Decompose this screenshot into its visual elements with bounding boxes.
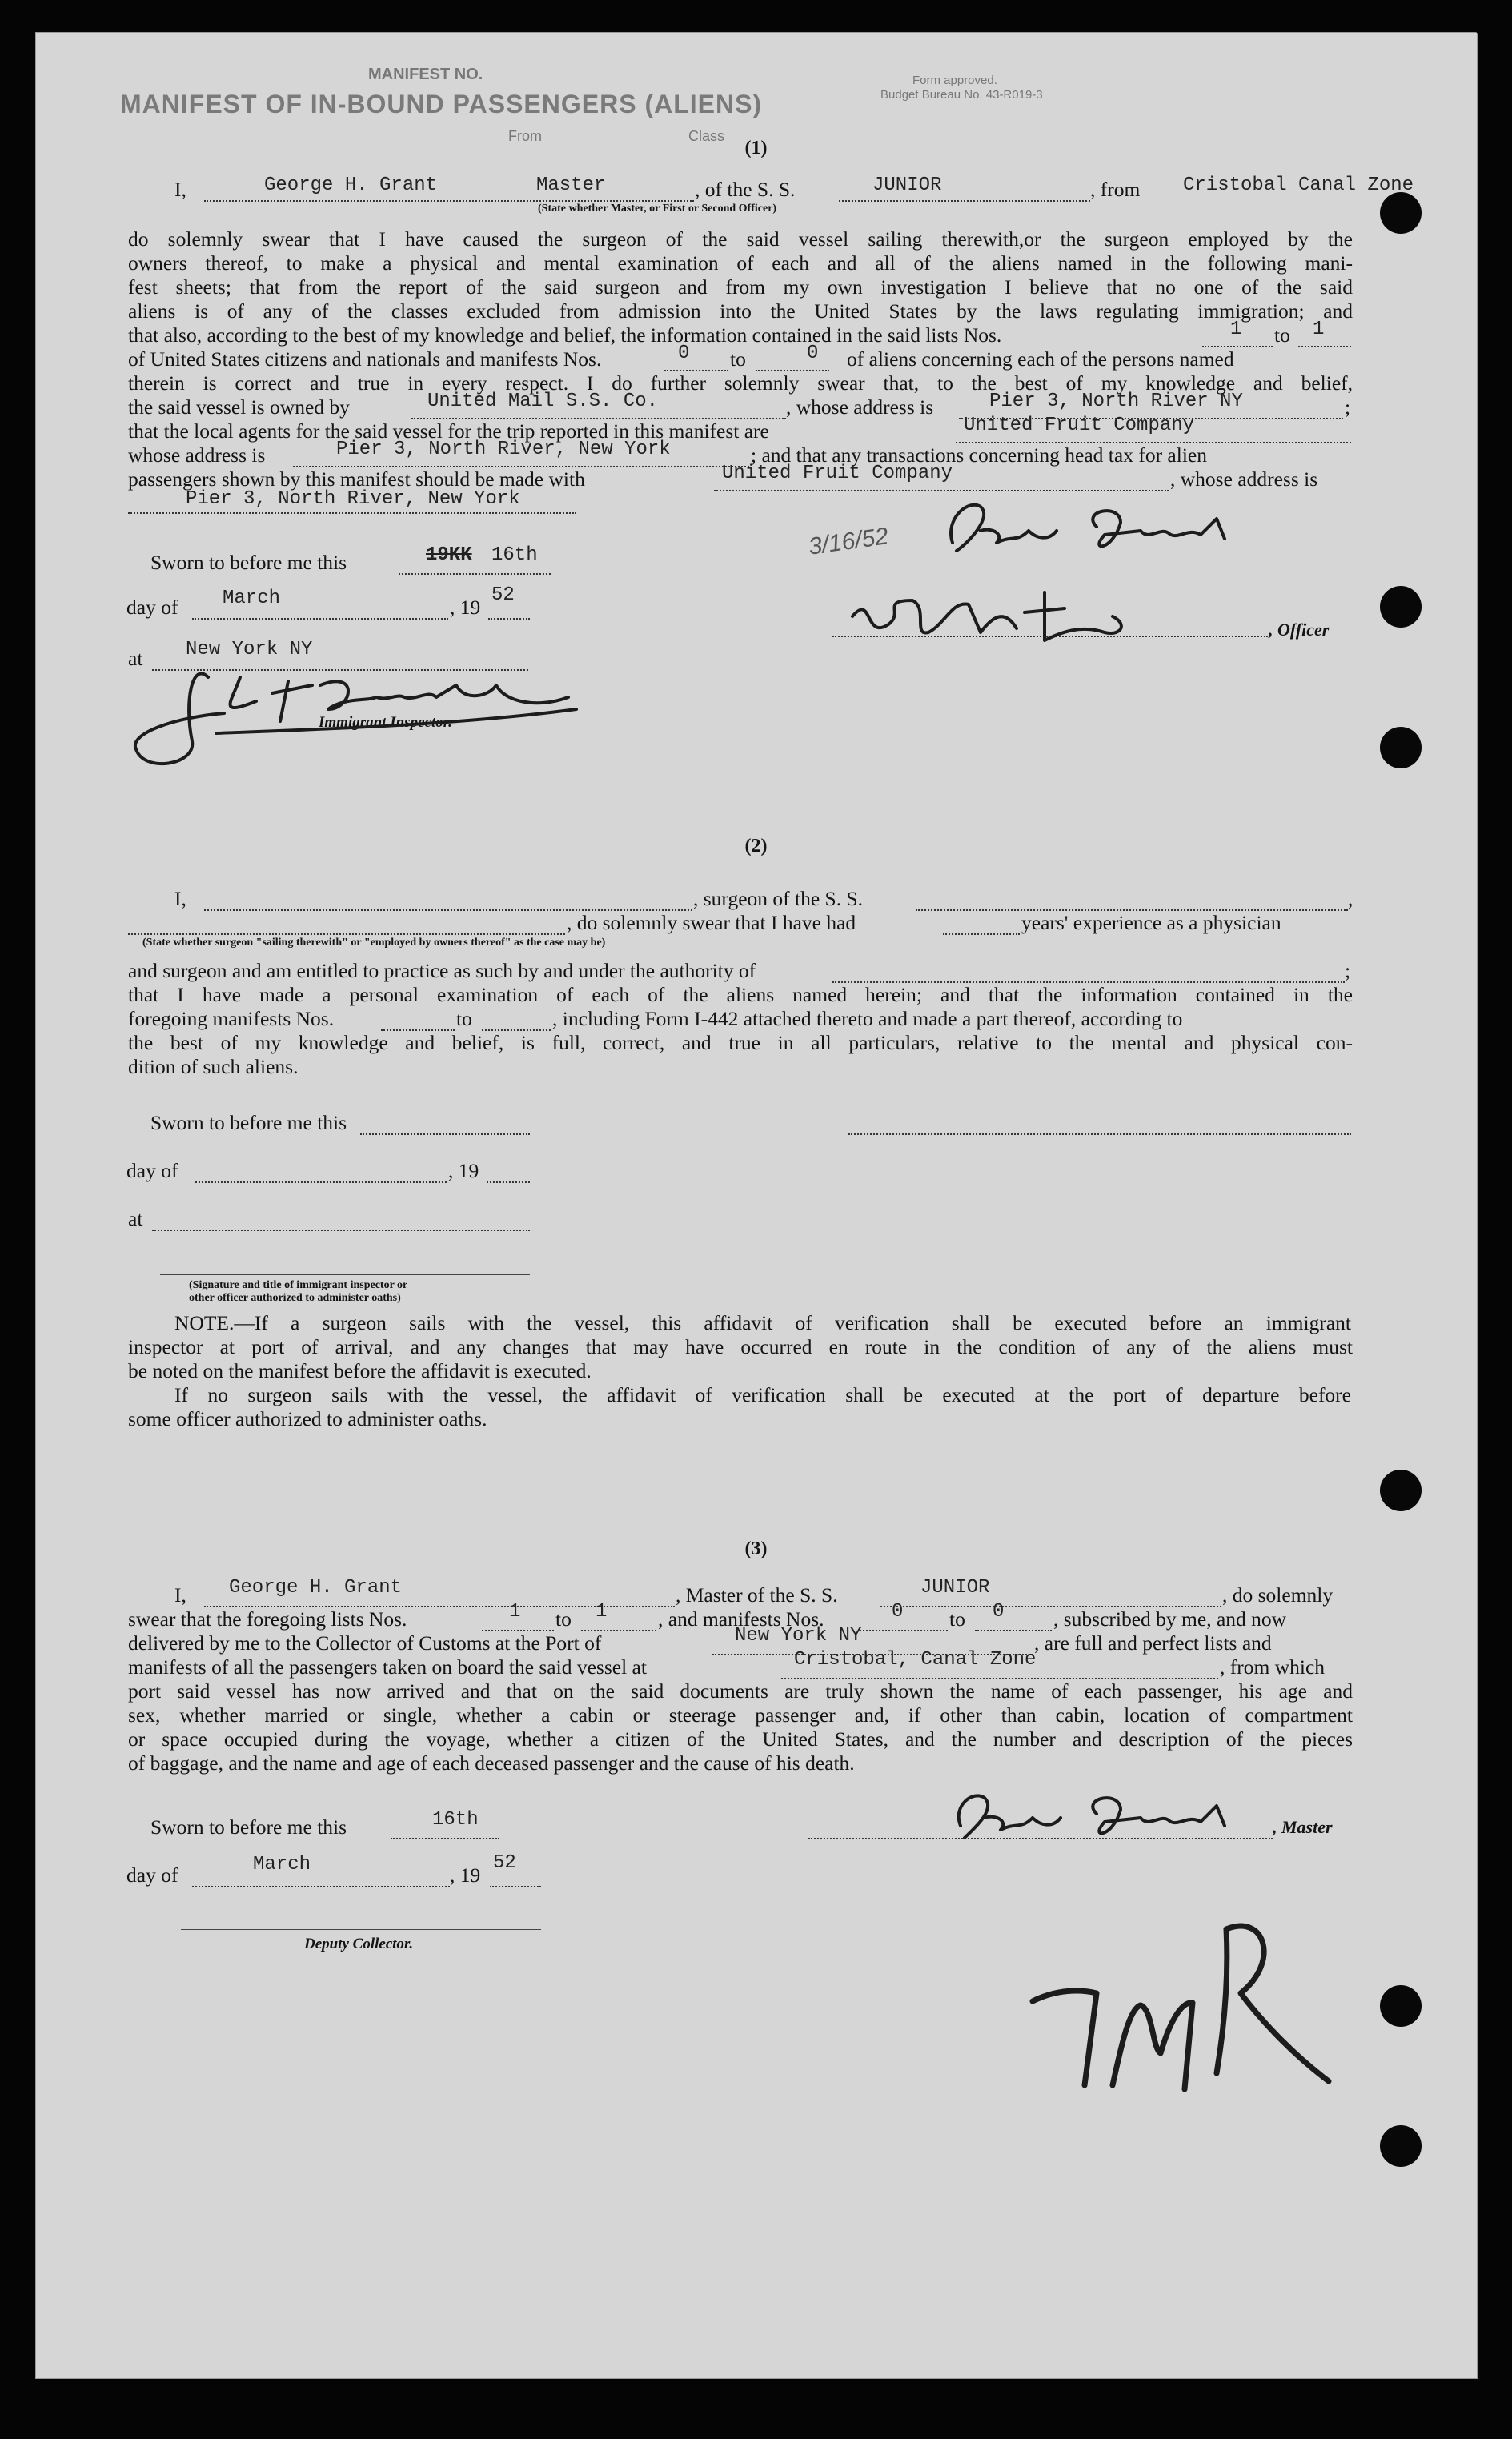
- manifests-from-field: 0: [892, 1601, 904, 1623]
- month-field: March: [223, 588, 281, 609]
- comma: ,: [1348, 887, 1354, 910]
- sworn-label: Sworn to before me this: [150, 1815, 347, 1839]
- place-line: [152, 1230, 530, 1231]
- rank-field: Master: [536, 175, 606, 196]
- punch-hole: [1380, 586, 1422, 628]
- to-label: to: [456, 1007, 472, 1030]
- and-manifests-label: , and manifests Nos.: [658, 1607, 824, 1631]
- sworn-day-field: 16th: [432, 1809, 479, 1831]
- vessel-field: JUNIOR: [872, 175, 942, 196]
- foregoing-label: foregoing manifests Nos.: [128, 1007, 335, 1030]
- punch-hole: [1380, 192, 1422, 234]
- departure-field: Cristobal, Canal Zone: [794, 1649, 1037, 1671]
- from-which-label: , from which: [1220, 1655, 1326, 1679]
- from-label: , from: [1090, 178, 1141, 201]
- officer-label: , Officer: [1269, 620, 1330, 640]
- year-field: 52: [491, 584, 515, 606]
- years-line: [943, 933, 1020, 935]
- day-of-label: day of: [126, 596, 178, 619]
- punch-hole: [1380, 1470, 1422, 1511]
- sworn-label: Sworn to before me this: [150, 1111, 347, 1134]
- master-line-8: of baggage, and the name and age of each deceased passenger and the cause of his death.: [128, 1751, 855, 1775]
- to-label: to: [555, 1607, 572, 1631]
- agents-field: United Fruit Company: [964, 415, 1195, 436]
- solemnly-label: , do solemnly: [1222, 1583, 1334, 1607]
- form-approved-note: Form approved.: [912, 74, 997, 87]
- oath-line-2: owners thereof, to make a physical and mental examination of each and all of the aliens named in the following mani-: [128, 251, 1353, 275]
- taken-on-board-label: manifests of all the passengers taken on board the said vessel at: [128, 1655, 647, 1679]
- surgeon-status-note: (State whether surgeon "sailing therewith" or "employed by owners thereof" as the case may be): [142, 937, 606, 949]
- nineteen-label: , 19: [450, 596, 481, 619]
- surgeon-of-label: , surgeon of the S. S.: [693, 887, 864, 910]
- oath-line-5: that also, according to the best of my knowledge and belief, the information contained in the said lists Nos.: [128, 323, 1002, 347]
- i-label: I,: [174, 1583, 186, 1607]
- semicolon: ;: [1345, 959, 1351, 982]
- rank-instruction-note: (State whether Master, or First or Second Officer): [538, 203, 777, 215]
- year-line: [487, 1181, 530, 1183]
- manifests-from-line: [860, 1630, 948, 1631]
- punch-hole: [1380, 2125, 1422, 2167]
- of-the-ss-label: , of the S. S.: [695, 178, 796, 201]
- nineteen-label: , 19: [450, 1863, 481, 1887]
- lists-from-field: 1: [509, 1601, 521, 1623]
- officer-signature: [936, 495, 1273, 567]
- year-line: [490, 1886, 541, 1887]
- semicolon: ;: [1345, 395, 1351, 419]
- oath-line-1: do solemnly swear that I have caused the surgeon of the said vessel sailing therewith,or the surgeon employed by the: [128, 227, 1353, 251]
- section-1-number: (1): [744, 138, 768, 158]
- owned-by-label: the said vessel is owned by: [128, 395, 350, 419]
- authority-label: and surgeon and am entitled to practice as such by and under the authority of: [128, 959, 756, 982]
- lists-label: swear that the foregoing lists Nos.: [128, 1607, 407, 1631]
- note-line-4: If no surgeon sails with the vessel, the affidavit of verification shall be executed at the port of departure before: [174, 1383, 1351, 1406]
- to-label: to: [949, 1607, 965, 1631]
- deputy-collector-line: [181, 1929, 541, 1930]
- collector-label: delivered by me to the Collector of Customs at the Port of: [128, 1631, 602, 1655]
- whose-address-label-2: , whose address is: [1170, 467, 1318, 491]
- sworn-day-line: [391, 1838, 499, 1839]
- vessel-field: JUNIOR: [920, 1577, 990, 1599]
- year-line: [488, 618, 530, 620]
- surgeon-line-4: the best of my knowledge and belief, is full, correct, and true in all particulars, relative to the mental and physical con-: [128, 1031, 1353, 1054]
- master-name-field: George H. Grant: [264, 175, 438, 196]
- deputy-collector-label: Deputy Collector.: [304, 1936, 414, 1952]
- head-tax-party-line: [714, 490, 1169, 491]
- head-tax-label: ; and that any transactions concerning head tax for alien: [751, 443, 1207, 467]
- head-tax-party-label: passengers shown by this manifest should be made with: [128, 467, 585, 491]
- margin-initials: [1025, 1913, 1345, 2105]
- surgeon-line-5: dition of such aliens.: [128, 1055, 299, 1078]
- subscribed-label: , subscribed by me, and now: [1053, 1607, 1287, 1631]
- sworn-label: Sworn to before me this: [150, 551, 347, 574]
- owner-address-field: Pier 3, North River NY: [989, 391, 1243, 412]
- full-perfect-label: , are full and perfect lists and: [1034, 1631, 1272, 1655]
- master-of-label: , Master of the S. S.: [676, 1583, 838, 1607]
- of-aliens-label: of aliens concerning each of the persons named: [847, 347, 1234, 371]
- to-label: to: [1274, 323, 1290, 347]
- oath-line-6: of United States citizens and nationals and manifests Nos.: [128, 347, 602, 371]
- vessel-line: [839, 200, 1090, 202]
- years-label: years' experience as a physician: [1021, 911, 1281, 934]
- month-field: March: [253, 1854, 311, 1875]
- surgeon-line-2: that I have made a personal examination of each of the aliens named herein; and that the information contained in the: [128, 983, 1353, 1006]
- nineteen-label: , 19: [448, 1159, 479, 1182]
- head-tax-party-field: United Fruit Company: [722, 463, 953, 484]
- i-label: I,: [174, 887, 186, 910]
- at-label: at: [128, 647, 143, 670]
- surgeon-status-line: [128, 933, 565, 935]
- day-of-label: day of: [126, 1159, 178, 1182]
- i-label: I,: [174, 178, 186, 201]
- master-line-7: or space occupied during the voyage, whether a citizen of the United States, and the number and description of the pieces: [128, 1727, 1353, 1751]
- including-label: , including Form I-442 attached thereto and made a part thereof, according to: [552, 1007, 1183, 1030]
- master-line-6: sex, whether married or single, whether a cabin or steerage passenger and, if other than cabin, location of compartment: [128, 1703, 1353, 1727]
- lists-to-field: 1: [1313, 319, 1325, 340]
- arrival-port-field: New York NY: [735, 1625, 862, 1647]
- surgeon-signature-line: [848, 1133, 1351, 1135]
- master-title-signature: [840, 576, 1145, 648]
- section-2-number: (2): [744, 836, 768, 856]
- head-tax-address-line: [128, 512, 576, 514]
- inspector-signature: [120, 653, 584, 773]
- swear-label: , do solemnly swear that I have had: [567, 911, 856, 934]
- punch-hole: [1380, 1985, 1422, 2027]
- immigrant-inspector-label: Immigrant Inspector.: [319, 714, 452, 731]
- master-name-field: George H. Grant: [229, 1577, 403, 1599]
- manifests-to-field: 0: [807, 343, 819, 364]
- to-label: to: [730, 347, 746, 371]
- lists-to-field: 1: [596, 1601, 608, 1623]
- budget-bureau-note: Budget Bureau No. 43-R019-3: [880, 88, 1043, 102]
- officer-signature-line: [160, 1274, 530, 1275]
- day-of-label: day of: [126, 1863, 178, 1887]
- note-line-2: inspector at port of arrival, and any changes that may have occurred en route in the condition of any of the aliens must: [128, 1335, 1353, 1358]
- oath-line-3: fest sheets; that from the report of the said surgeon and from my own investigation I believe that no one of the said: [128, 275, 1353, 299]
- year-field: 52: [493, 1852, 516, 1874]
- struck-day-field: 19KK: [426, 544, 472, 566]
- from-label: From: [508, 128, 542, 144]
- section-3-number: (3): [744, 1538, 768, 1559]
- class-label: Class: [688, 128, 725, 144]
- master-line-5: port said vessel has now arrived and that on the said documents are truly shown the name of each passenger, his age and: [128, 1679, 1353, 1703]
- sworn-day-field: 16th: [491, 544, 538, 566]
- manifests-from-field: 0: [678, 343, 690, 364]
- note-line-5: some officer authorized to administer oaths.: [128, 1407, 487, 1430]
- agents-address-label: whose address is: [128, 443, 266, 467]
- manifests-to-field: 0: [993, 1601, 1005, 1623]
- place-field: New York NY: [186, 639, 313, 660]
- punch-hole: [1380, 727, 1422, 768]
- oath-line-7: therein is correct and true in every respect. I do further solemnly swear that, to the best of my knowledge and belief,: [128, 371, 1353, 395]
- signature-note-1: (Signature and title of immigrant inspector or: [189, 1279, 408, 1291]
- margin-date: 3/16/52: [807, 523, 890, 560]
- departure-port-field: Cristobal Canal Zone: [1183, 175, 1414, 196]
- signature-note-2: other officer authorized to administer oaths): [189, 1292, 401, 1304]
- owner-field: United Mail S.S. Co.: [427, 391, 659, 412]
- note-heading-line: NOTE.—If a surgeon sails with the vessel, this affidavit of verification shall be executed before an immigrant: [174, 1311, 1351, 1334]
- lists-from-field: 1: [1230, 319, 1242, 340]
- month-line: [192, 1886, 450, 1887]
- head-tax-address-field: Pier 3, North River, New York: [186, 488, 520, 510]
- at-label: at: [128, 1207, 143, 1230]
- sworn-day-line: [360, 1133, 530, 1135]
- agents-address-field: Pier 3, North River, New York: [336, 439, 671, 460]
- lists-to-line: [1298, 346, 1351, 347]
- master-label: , Master: [1273, 1817, 1333, 1837]
- month-line: [195, 1181, 447, 1183]
- manifest-title-stamp: MANIFEST OF IN-BOUND PASSENGERS (ALIENS): [120, 90, 763, 118]
- sworn-day-line: [399, 573, 551, 575]
- name-line: [204, 200, 694, 202]
- oath-line-4: aliens is of any of the classes excluded from admission into the United States by the laws regulating immigration; and: [128, 299, 1353, 323]
- month-line: [192, 618, 448, 620]
- manifest-number-label: MANIFEST NO.: [368, 66, 483, 83]
- master-signature: [944, 1790, 1281, 1846]
- whose-address-label: , whose address is: [786, 395, 934, 419]
- agents-label: that the local agents for the said vessel for the trip reported in this manifest are: [128, 419, 769, 443]
- note-line-3: be noted on the manifest before the affidavit is executed.: [128, 1359, 592, 1382]
